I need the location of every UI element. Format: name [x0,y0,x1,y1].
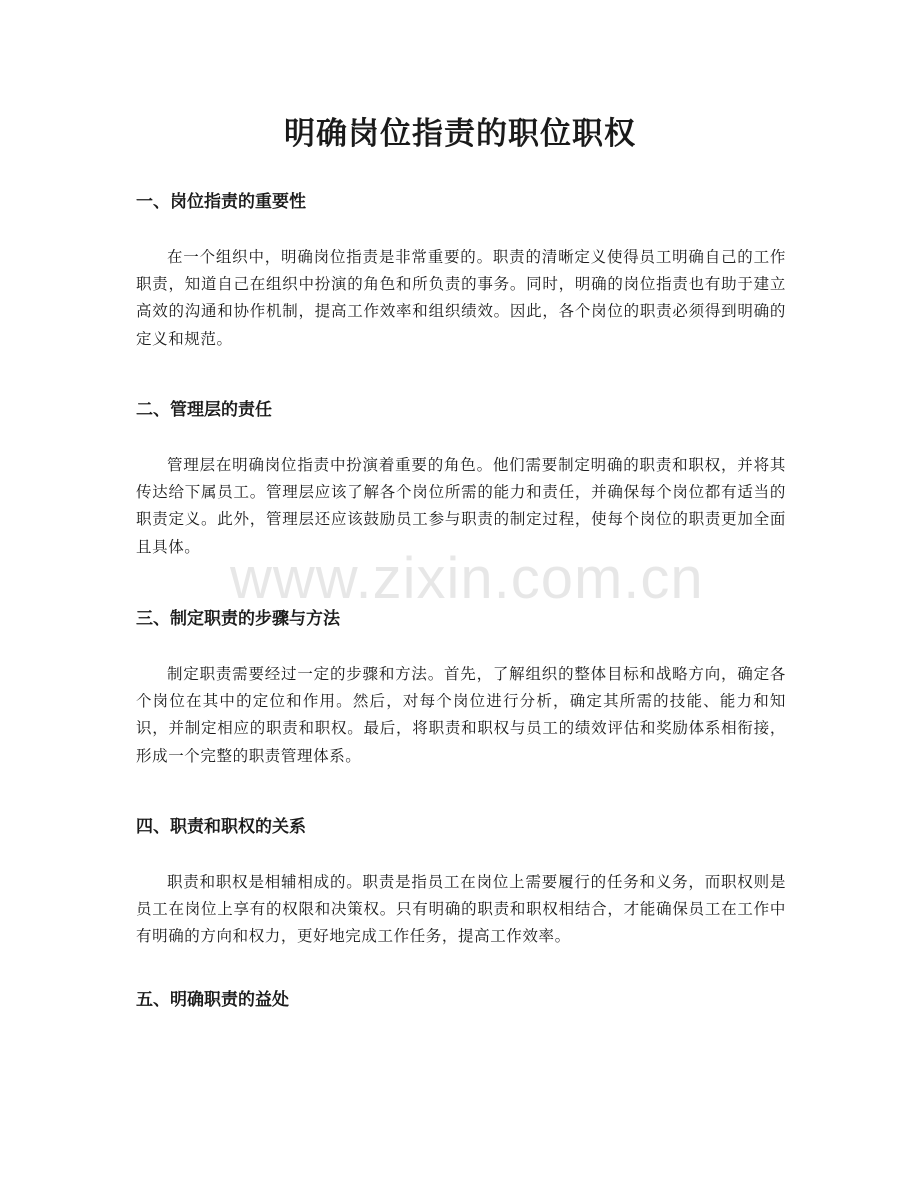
watermark: www.zixin.com.cn [230,546,704,611]
section-heading: 一、岗位指责的重要性 [136,192,306,212]
section-heading: 三、制定职责的步骤与方法 [136,609,340,629]
document-title: 明确岗位指责的职位职权 [284,116,636,152]
section-paragraph: 在一个组织中，明确岗位指责是非常重要的。职责的清晰定义使得员工明确自己的工作职责，知道自己在组织中扮演的角色和所负责的事务。同时，明确的岗位指责也有助于建立高效的沟通和协作机制，提高工作效率和组织绩效。因此，各个岗位的职责必须得到明确的定义和规范。 [136,248,786,348]
section-4 [136,815,786,951]
section-paragraph: 制定职责需要经过一定的步骤和方法。首先，了解组织的整体目标和战略方向，确定各个岗位在其中的定位和作用。然后，对每个岗位进行分析，确定其所需的技能、能力和知识，并制定相应的职责和职权。最后，将职责和职权与员工的绩效评估和奖励体系相衔接，形成一个完整的职责管理体系。 [136,665,786,765]
section-heading: 二、管理层的责任 [136,400,272,420]
section-paragraph: 管理层在明确岗位指责中扮演着重要的角色。他们需要制定明确的职责和职权，并将其传达给下属员工。管理层应该了解各个岗位所需的能力和责任，并确保每个岗位都有适当的职责定义。此外，管理层还应该鼓励员工参与职责的制定过程，使每个岗位的职责更加全面且具体。 [136,456,786,556]
section-3 [136,607,786,770]
section-heading: 四、职责和职权的关系 [136,817,306,837]
section-paragraph: 职责和职权是相辅相成的。职责是指员工在岗位上需要履行的任务和义务，而职权则是员工在岗位上享有的权限和决策权。只有明确的职责和职权相结合，才能确保员工在工作中有明确的方向和权力，更好地完成工作任务，提高工作效率。 [136,873,786,946]
section-heading: 五、明确职责的益处 [136,990,289,1010]
section-2 [136,398,786,561]
section-1 [136,190,786,353]
section-5 [136,988,786,1012]
